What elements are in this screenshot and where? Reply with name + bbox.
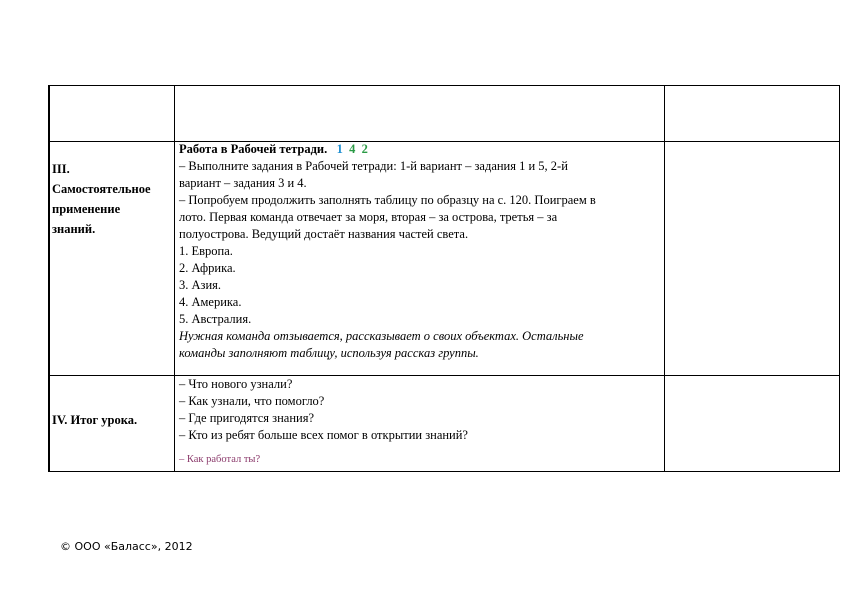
- copyright-footer: © ООО «Баласс», 2012: [60, 540, 193, 553]
- content-cell-iii: [179, 141, 663, 362]
- italic-note-line: Нужная команда отзывается, рассказывает о своих объектах. Остальные: [179, 329, 584, 343]
- table-border-right: [839, 85, 840, 472]
- italic-note-line: команды заполняют таблицу, используя рассказ группы.: [179, 346, 479, 360]
- list-item: 1. Европа.: [179, 244, 233, 258]
- list-item: 5. Австралия.: [179, 312, 252, 326]
- task-heading-line: [179, 141, 663, 158]
- stage-title: IV. Итог урока.: [52, 413, 138, 427]
- number-badge-2: 2: [361, 142, 368, 156]
- col-divider-2: [664, 85, 665, 472]
- stage-cell-iii: [52, 159, 172, 239]
- text-line: – Выполните задания в Рабочей тетради: 1-й вариант – задания 1 и 5, 2-й: [179, 159, 568, 173]
- table-border-top: [48, 85, 840, 86]
- col-divider-1: [174, 85, 175, 472]
- text-line: – Попробуем продолжить заполнять таблицу по образцу на с. 120. Поиграем в: [179, 193, 596, 207]
- stage-title-line-2: применение: [52, 202, 121, 216]
- number-badge-1: 1: [336, 142, 343, 156]
- list-item: 4. Америка.: [179, 295, 242, 309]
- stage-title-line-3: знаний.: [52, 222, 96, 236]
- question-line: – Что нового узнали?: [179, 377, 293, 391]
- text-line: вариант – задания 3 и 4.: [179, 176, 307, 190]
- text-line: полуострова. Ведущий достаёт названия частей света.: [179, 227, 469, 241]
- content-cell-iv: [179, 376, 663, 468]
- stage-number: III.: [52, 162, 70, 176]
- question-line: – Где пригодятся знания?: [179, 411, 315, 425]
- reflection-question: – Как работал ты?: [179, 454, 261, 465]
- table-border-bottom: [48, 471, 840, 472]
- question-line: – Как узнали, что помогло?: [179, 394, 325, 408]
- list-item: 2. Африка.: [179, 261, 236, 275]
- question-line: – Кто из ребят больше всех помог в открытии знаний?: [179, 428, 468, 442]
- number-badge-4: 4: [349, 142, 356, 156]
- task-heading: Работа в Рабочей тетради.: [179, 142, 328, 156]
- text-line: лото. Первая команда отвечает за моря, вторая – за острова, третья – за: [179, 210, 558, 224]
- table-border-left: [48, 85, 50, 472]
- list-item: 3. Азия.: [179, 278, 222, 292]
- lesson-table: [48, 85, 840, 473]
- stage-title-line-1: Самостоятельное: [52, 182, 151, 196]
- stage-cell-iv: [52, 412, 172, 429]
